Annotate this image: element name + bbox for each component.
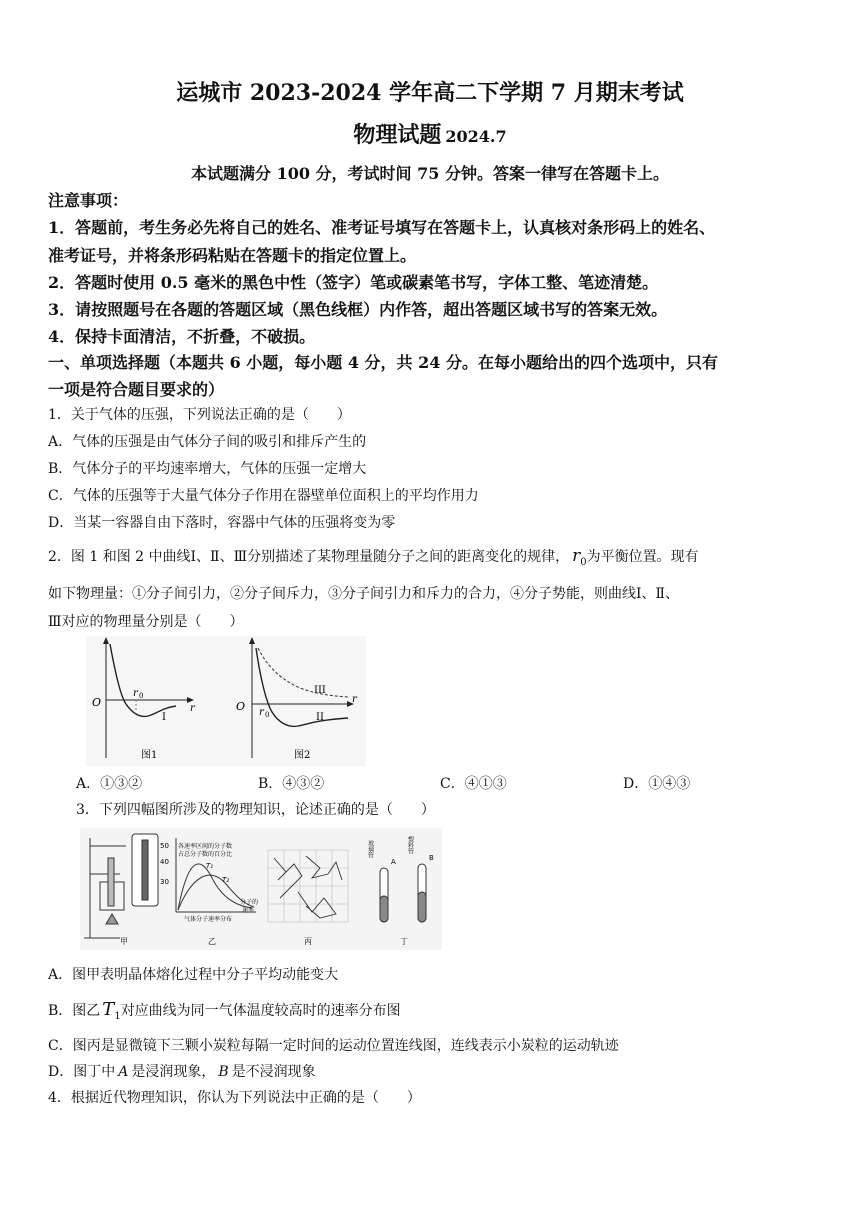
tube-b-label: 塑料管	[406, 836, 414, 854]
note-item: 2．答题时使用 0.5 毫米的黑色中性（签字）笔或碳素笔书写，字体工整、笔迹清楚。	[48, 273, 659, 292]
fig1-origin: O	[92, 696, 102, 709]
q2-option-b: B．④③②	[258, 776, 325, 792]
q3-option-a: A．图甲表明晶体熔化过程中分子平均动能变大	[48, 967, 339, 983]
q3-option-b-b: 对应曲线为同一气体温度较高时的速率分布图	[120, 1003, 401, 1019]
yi-t2: T₂	[222, 876, 230, 884]
q2-option-a: A．①③②	[76, 776, 143, 792]
fig1-r0: r	[133, 688, 138, 699]
fig2-caption: 图2	[294, 750, 311, 761]
q3-option-d-c: 是不浸润现象	[231, 1064, 316, 1080]
section-heading-cont: 一项是符合题目要求的）	[48, 380, 225, 399]
q4-stem: 4．根据近代物理知识，你认为下列说法中正确的是（ ）	[48, 1090, 421, 1106]
fig1-axis-r: r	[190, 703, 195, 714]
q3-option-d-A: A	[118, 1064, 129, 1080]
label-jia: 甲	[120, 937, 128, 946]
q2-figure	[86, 636, 366, 766]
fig2-origin: O	[236, 700, 246, 713]
therm-tick-40: 40	[160, 858, 169, 866]
fig1-r0-sub: 0	[139, 692, 144, 700]
notes-heading: 注意事项：	[48, 191, 129, 210]
exam-info: 本试题满分 100 分，考试时间 75 分钟。答案一律写在答题卡上。	[191, 164, 669, 183]
fig1-caption: 图1	[141, 750, 158, 761]
fig2-curve2-label: II	[316, 712, 324, 723]
yi-t1: T₁	[206, 862, 214, 870]
yi-xlabel-1: 分子的	[240, 899, 259, 906]
q2-stem-line3: Ⅲ对应的物理量分别是（ ）	[48, 614, 244, 630]
tube-a: A	[391, 858, 396, 866]
q3-option-d-B: B	[218, 1064, 229, 1080]
q2-stem-a: 2．图 1 和图 2 中曲线Ⅰ、Ⅱ、Ⅲ分别描述了某物理量随分子之间的距离变化的规律，	[48, 549, 570, 565]
note-item: 4．保持卡面清洁，不折叠，不破损。	[48, 327, 316, 346]
q1-option-a: A．气体的压强是由气体分子间的吸引和排斥产生的	[48, 434, 367, 450]
yi-caption: 气体分子速率分布	[184, 916, 233, 923]
fig2-axis-r: r	[352, 694, 357, 705]
q2-stem-line2: 如下物理量：①分子间引力，②分子间斥力，③分子间引力和斥力的合力，④分子势能，则曲线Ⅰ、Ⅱ、	[48, 586, 680, 602]
exam-title: 运城市 2023-2024 学年高二下学期 7 月期末考试	[176, 80, 684, 106]
therm-tick-50: 50	[160, 842, 169, 850]
q1-option-d: D．当某一容器自由下落时，容器中气体的压强将变为零	[48, 515, 396, 531]
q1-option-c: C．气体的压强等于大量气体分子作用在器壁单位面积上的平均作用力	[48, 488, 479, 504]
therm-tick-30: 30	[160, 878, 169, 886]
q1-option-b: B．气体分子的平均速率增大，气体的压强一定增大	[48, 461, 367, 477]
note-item: 准考证号，并将条形码粘贴在答题卡的指定位置上。	[48, 246, 417, 265]
q3-option-b-a: B．图乙	[48, 1003, 101, 1019]
yi-xlabel-2: 速率	[242, 907, 255, 914]
tube-b: B	[429, 854, 434, 862]
yi-title-1: 各速率区间的分子数	[178, 843, 233, 850]
q3-option-b-sub: 1	[114, 1010, 121, 1022]
yi-title-2: 占总分子数的百分比	[178, 851, 233, 858]
q2-option-c: C．④①③	[440, 776, 507, 792]
q2-option-d: D．①④③	[623, 776, 691, 792]
fig2-r0-sub: 0	[265, 711, 270, 719]
section-heading: 一、单项选择题（本题共 6 小题，每小题 4 分，共 24 分。在每小题给出的四个选项中，只有	[48, 353, 718, 372]
q3-stem: 3．下列四幅图所涉及的物理知识，论述正确的是（ ）	[76, 802, 435, 818]
tube-a-label: 玻璃管	[366, 840, 374, 858]
label-ding: 丁	[400, 937, 408, 946]
q3-option-d-a: D．图丁中	[48, 1064, 116, 1080]
q3-option-c: C．图丙是显微镜下三颗小炭粒每隔一定时间的运动位置连线图，连线表示小炭粒的运动轨迹	[48, 1038, 619, 1054]
q3-option-d-b: 是浸润现象，	[131, 1064, 216, 1080]
subject-title: 物理试题	[353, 122, 442, 148]
note-item: 3．请按照题号在各题的答题区域（黑色线框）内作答，超出答题区域书写的答案无效。	[48, 300, 668, 319]
q3-option-b	[48, 999, 401, 1022]
q2-r0-sub: 0	[580, 556, 587, 568]
label-yi: 乙	[208, 937, 216, 946]
label-bing: 丙	[304, 937, 312, 946]
note-item: 1．答题前，考生务必先将自己的姓名、准考证号填写在答题卡上，认真核对条形码上的姓名、	[48, 218, 716, 237]
q3-figure	[80, 828, 442, 950]
q2-stem	[48, 546, 699, 568]
fig1-curve-label: I	[162, 712, 166, 723]
fig2-r0: r	[259, 707, 264, 718]
exam-date: 2024.7	[445, 127, 507, 146]
exam-subtitle	[0, 118, 860, 149]
q2-r0: r	[572, 546, 581, 566]
q2-stem-b: 为平衡位置。现有	[586, 549, 699, 565]
q3-option-b-t: T	[102, 999, 115, 1020]
q3-option-d	[48, 1061, 316, 1081]
fig2-curve3-label: III	[314, 685, 326, 696]
q1-stem: 1．关于气体的压强，下列说法正确的是（ ）	[48, 407, 351, 423]
